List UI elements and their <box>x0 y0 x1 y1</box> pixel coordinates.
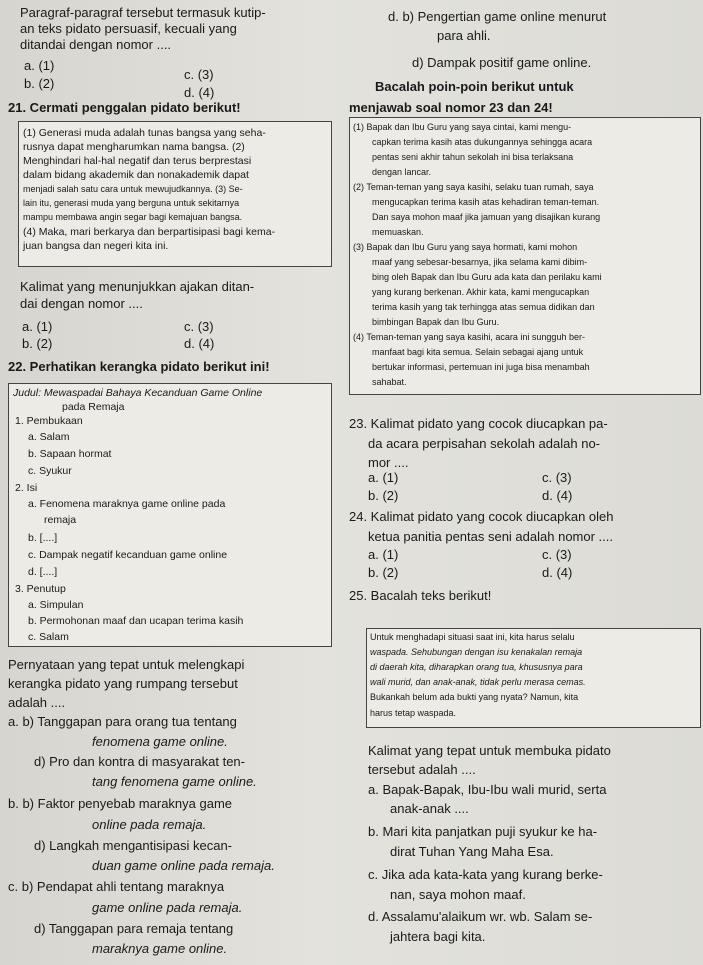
q22-outline-line: 3. Penutup <box>15 583 66 595</box>
q21-passage-line: (4) Maka, mari berkarya dan berpartisipasi bagi kema- <box>23 226 276 238</box>
q25-passage-line: di daerah kita, diharapkan orang tua, khususnya para <box>370 662 583 672</box>
q22-option-text: online pada remaja. <box>92 817 207 832</box>
q22-outline-line: remaja <box>44 514 77 526</box>
q22-outline-line: 2. Isi <box>15 482 38 494</box>
q25-passage-line: harus tetap waspada. <box>370 708 457 718</box>
speech-point-line: Dan saya mohon maaf jika jamuan yang disajikan kurang <box>372 212 601 222</box>
speech-point-line: bimbingan Bapak dan Ibu Guru. <box>372 317 500 327</box>
q24-line-1: 24. Kalimat pidato yang cocok diucapkan oleh <box>349 509 614 524</box>
speech-point-line: sahabat. <box>372 377 407 387</box>
q22-outline-line: b. Sapaan hormat <box>28 448 112 460</box>
q22-question-line-2: kerangka pidato yang rumpang tersebut <box>8 676 238 691</box>
q22-option-text: d) Pro dan kontra di masyarakat ten- <box>34 754 245 769</box>
q22-option-text: game online pada remaja. <box>92 900 243 915</box>
speech-point-line: maaf yang sebesar-besarnya, jika selama kami dibim- <box>372 257 588 267</box>
q25-passage-line: waspada. Sehubungan dengan isu kenakalan remaja <box>370 647 583 657</box>
q24-option-d: d. (4) <box>542 565 573 580</box>
q22-outline-line: c. Dampak negatif kecanduan game online <box>28 549 228 561</box>
q24-option-b: b. (2) <box>368 565 399 580</box>
q20-option-a: a. (1) <box>24 58 55 73</box>
speech-point-line: (3) Bapak dan Ibu Guru yang saya hormati, kami mohon <box>353 242 578 252</box>
q25-option-b: b. Mari kita panjatkan puji syukur ke ha- <box>368 824 598 839</box>
q22-option-text: d) Langkah mengantisipasi kecan- <box>34 838 233 853</box>
q22-outline-line: a. Simpulan <box>28 599 84 611</box>
q21-passage-line: lain itu, generasi muda yang berguna untuk sekitarnya <box>23 198 240 208</box>
intro-line-1: Paragraf-paragraf tersebut termasuk kutip- <box>20 5 266 20</box>
speech-point-line: bertukar informasi, pertemuan ini juga bisa menambah <box>372 362 590 372</box>
q24-line-2: ketua panitia pentas seni adalah nomor .... <box>368 529 613 544</box>
q21-option-c: c. (3) <box>184 319 214 334</box>
q22-outline-line: Judul: Mewaspadai Bahaya Kecanduan Game Online <box>13 387 263 399</box>
q25-option-text: jahtera bagi kita. <box>390 929 486 944</box>
speech-point-line: (1) Bapak dan Ibu Guru yang saya cintai, kami mengu- <box>353 122 572 132</box>
q21-question-line-2: dai dengan nomor .... <box>20 296 143 311</box>
q21-question-line-1: Kalimat yang menunjukkan ajakan ditan- <box>20 279 255 294</box>
speech-point-line: bing oleh Bapak dan Ibu Guru ada kata dan perilaku kami <box>372 272 602 282</box>
q21-title: 21. Cermati penggalan pidato berikut! <box>8 100 241 115</box>
speech-point-line: (4) Teman-teman yang saya kasihi, acara ini sungguh ber- <box>353 332 585 342</box>
speech-point-line: manfaat bagi kita semua. Selain sebagai ajang untuk <box>372 347 584 357</box>
q20-option-d: d. (4) <box>184 85 215 100</box>
speech-point-line: yang kurang berkenan. Akhir kata, kami mengucapkan <box>372 287 590 297</box>
speech-point-line: dengan lancar. <box>372 167 432 177</box>
q23-option-a: a. (1) <box>368 470 399 485</box>
q21-option-b: b. (2) <box>22 336 53 351</box>
q25-passage-line: wali murid, dan anak-anak, tidak perlu merasa cemas. <box>370 677 586 687</box>
q22-outline-line: b. Permohonan maaf dan ucapan terima kasih <box>28 615 244 627</box>
q25-passage-line: Untuk menghadapi situasi saat ini, kita harus selalu <box>370 632 575 642</box>
q22-outline-line: d. [....] <box>28 566 58 578</box>
intro-line-2: an teks pidato persuasif, kecuali yang <box>20 21 237 36</box>
q25-title: 25. Bacalah teks berikut! <box>349 588 492 603</box>
q23-line-3: mor .... <box>368 455 409 470</box>
q22-outline-line: c. Syukur <box>28 465 72 477</box>
q24-option-a: a. (1) <box>368 547 399 562</box>
q23-option-b: b. (2) <box>368 488 399 503</box>
q22-option-text: maraknya game online. <box>92 941 228 956</box>
q20-option-b: b. (2) <box>24 76 55 91</box>
q22-option-text: d) Tanggapan para remaja tentang <box>34 921 234 936</box>
intro-line-3: ditandai dengan nomor .... <box>20 37 172 52</box>
passage-instruction-2: menjawab soal nomor 23 dan 24! <box>349 100 553 115</box>
q22-title: 22. Perhatikan kerangka pidato berikut ini! <box>8 359 270 374</box>
q22-option-a: a. b) Tanggapan para orang tua tentang <box>8 714 237 729</box>
q22-question-line-3: adalah .... <box>8 695 66 710</box>
q23-option-d: d. (4) <box>542 488 573 503</box>
q23-line-1: 23. Kalimat pidato yang cocok diucapkan pa- <box>349 416 608 431</box>
q22-outline-line: 1. Pembukaan <box>15 415 83 427</box>
passage-instruction-1: Bacalah poin-poin berikut untuk <box>375 79 574 94</box>
q25-question-line-2: tersebut adalah .... <box>368 762 476 777</box>
speech-point-line: mengucapkan terima kasih atas kehadiran teman-teman. <box>372 197 600 207</box>
prev-option-d: d. b) Pengertian game online menurut <box>388 9 607 24</box>
q22-option-b: b. b) Faktor penyebab maraknya game <box>8 796 233 811</box>
q25-question-line-1: Kalimat yang tepat untuk membuka pidato <box>368 743 611 758</box>
q23-option-c: c. (3) <box>542 470 572 485</box>
speech-point-line: terima kasih yang tak terhingga atas semua didikan dan <box>372 302 595 312</box>
prev-option-d-2: d) Dampak positif game online. <box>412 55 592 70</box>
q25-option-text: dirat Tuhan Yang Maha Esa. <box>390 844 554 859</box>
q21-passage-line: (1) Generasi muda adalah tunas bangsa yang seha- <box>23 127 266 139</box>
q25-option-d: d. Assalamu'alaikum wr. wb. Salam se- <box>368 909 593 924</box>
q20-option-c: c. (3) <box>184 67 214 82</box>
q22-outline-line: pada Remaja <box>62 401 125 413</box>
q21-option-a: a. (1) <box>22 319 53 334</box>
q22-outline-line: a. Fenomena maraknya game online pada <box>28 498 226 510</box>
q21-passage-line: juan bangsa dan negeri kita ini. <box>23 240 169 252</box>
q22-option-text: fenomena game online. <box>92 734 228 749</box>
q25-option-a: a. Bapak-Bapak, Ibu-Ibu wali murid, serta <box>368 782 607 797</box>
q22-outline-line: a. Salam <box>28 431 70 443</box>
speech-point-line: (2) Teman-teman yang saya kasihi, selaku tuan rumah, saya <box>353 182 594 192</box>
q22-option-c: c. b) Pendapat ahli tentang maraknya <box>8 879 225 894</box>
q22-option-text: tang fenomena game online. <box>92 774 257 789</box>
q22-question-line-1: Pernyataan yang tepat untuk melengkapi <box>8 657 245 672</box>
q21-passage-line: mampu membawa angin segar bagi kemajuan bangsa. <box>23 212 243 222</box>
q22-option-text: duan game online pada remaja. <box>92 858 275 873</box>
q25-option-c: c. Jika ada kata-kata yang kurang berke- <box>368 867 603 882</box>
speech-point-line: capkan terima kasih atas dukungannya sehingga acara <box>372 137 593 147</box>
q25-option-text: nan, saya mohon maaf. <box>390 887 526 902</box>
speech-point-line: pentas seni akhir tahun sekolah ini bisa terlaksana <box>372 152 574 162</box>
q21-passage-line: menjadi salah satu cara untuk mewujudkannya. (3) Se- <box>23 184 243 194</box>
q22-outline-line: c. Salam <box>28 631 69 643</box>
q21-passage-line: rusnya dapat mengharumkan nama bangsa. (2) <box>23 141 245 153</box>
q21-passage-line: Menghindari hal-hal negatif dan terus berprestasi <box>23 155 252 167</box>
q22-outline-line: b. [....] <box>28 532 58 544</box>
q25-option-text: anak-anak .... <box>390 801 469 816</box>
speech-point-line: memuaskan. <box>372 227 424 237</box>
q21-passage-line: dalam bidang akademik dan nonakademik dapat <box>23 169 249 181</box>
q24-option-c: c. (3) <box>542 547 572 562</box>
q23-line-2: da acara perpisahan sekolah adalah no- <box>368 436 601 451</box>
q25-passage-line: Bukankah belum ada bukti yang nyata? Namun, kita <box>370 692 579 702</box>
q21-option-d: d. (4) <box>184 336 215 351</box>
prev-option-d-cont: para ahli. <box>437 28 491 43</box>
